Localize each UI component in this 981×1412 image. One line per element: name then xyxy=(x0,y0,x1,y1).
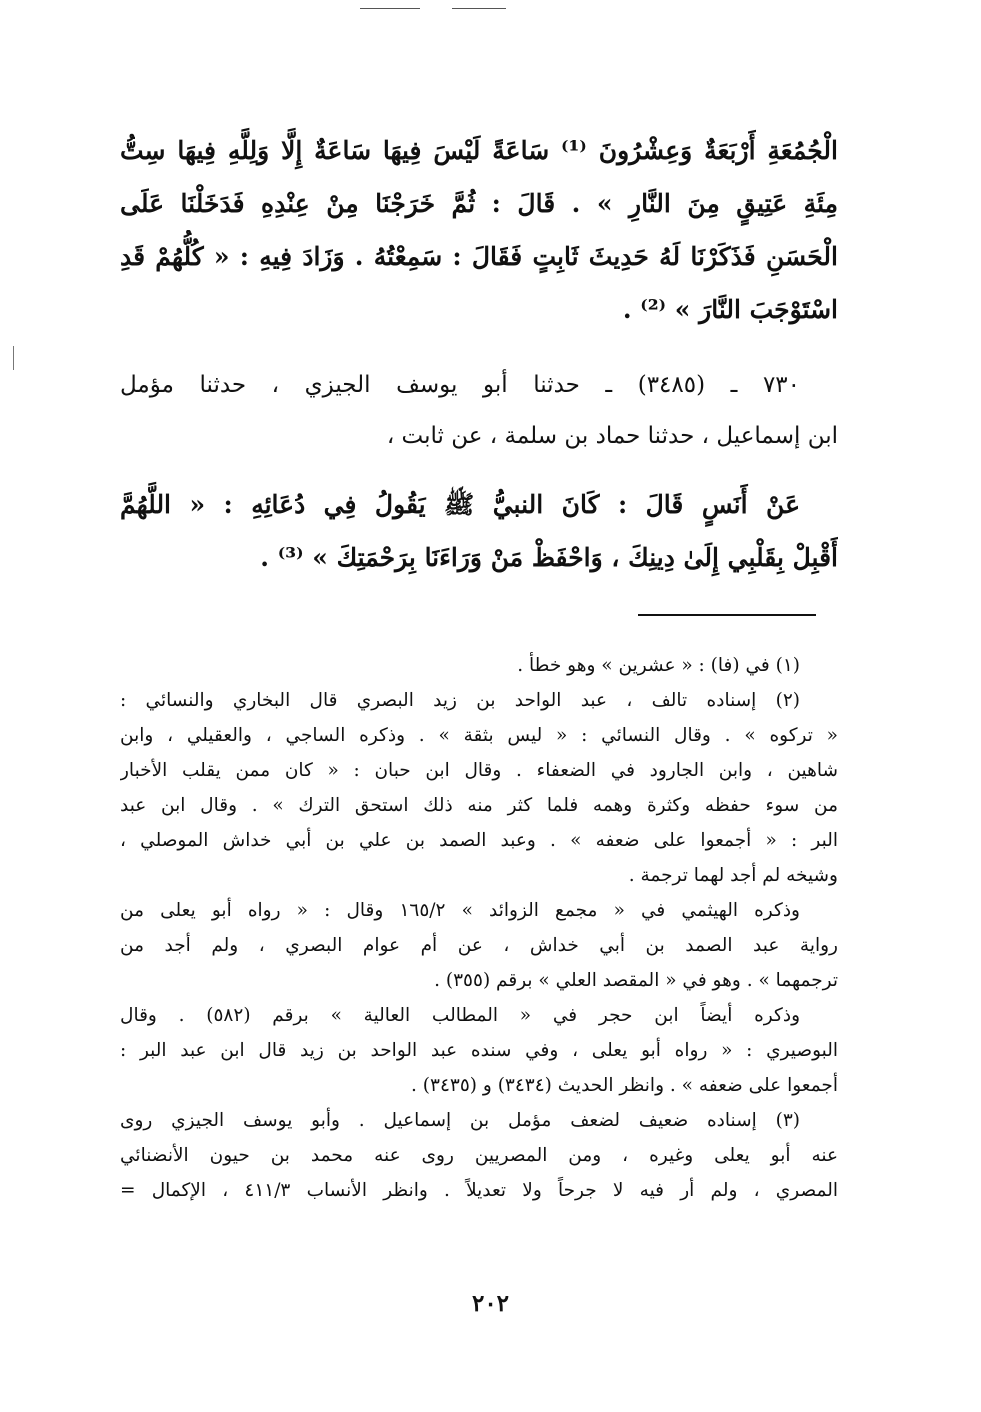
hadith-729-matn xyxy=(120,124,838,336)
footnotes xyxy=(120,648,838,1208)
matn-line: الْحَسَنِ فَذَكَرْنَا لَهُ حَدِيثَ ثَابِتٍ فَقَالَ : سَمِعْتُهُ . وَزَادَ فِيهِ : « كُلُّهُمْ قَدِ xyxy=(120,242,838,271)
footnote-line: وذكره أيضاً ابن حجر في « المطالب العالية » برقم (٥٨٢) . وقال xyxy=(120,1005,800,1026)
header-rule-left xyxy=(360,8,420,9)
footnote-line: البر : « أجمعوا على ضعفه » . وعبد الصمد بن علي بن أبي خداش الموصلي ، xyxy=(120,830,838,851)
footnote-3 xyxy=(120,1103,838,1208)
footnote-line: « تركوه » . وقال النسائي : « ليس بثقة » . وذكره الساجي ، والعقيلي ، وابن xyxy=(120,725,838,746)
footnote-line: ترجمهما » . وهو في « المقصد العلي » برقم (٣٥٥) . xyxy=(434,970,838,991)
isnad-line: ٧٣٠ ـ (٣٤٨٥) ـ حدثنا أبو يوسف الجيزي ، حدثنا مؤمل xyxy=(120,372,800,398)
matn-line: أَقْبِلْ بِقَلْبِي إِلَىٰ دِينِكَ ، وَاحْفَظْ مَنْ وَرَاءَنَا بِرَحْمَتِكَ » ⁽³⁾ . xyxy=(260,543,838,572)
footnote-line: عنه أبو يعلى وغيره ، ومن المصريين روى عنه محمد بن حيون الأنضنائي xyxy=(120,1145,838,1166)
footnote-line: وشيخه لم أجد لهما ترجمة . xyxy=(628,865,838,886)
matn-line: اسْتَوْجَبَ النَّارَ » ⁽²⁾ . xyxy=(622,295,838,324)
footnote-2-continued-haythami xyxy=(120,893,838,998)
footnote-line: (٣) إسناده ضعيف لضعف مؤمل بن إسماعيل . وأبو يوسف الجيزي روى xyxy=(120,1110,800,1131)
hadith-730-matn xyxy=(120,478,838,584)
footnote-line: (١) في (فا) : « عشرين » وهو خطأ . xyxy=(517,655,800,676)
footnote-line: من سوء حفظه وكثرة وهمه فلما كثر منه ذلك استحق الترك » . وقال ابن عبد xyxy=(120,795,838,816)
footnote-line: المصري ، ولم أر فيه لا جرحاً ولا تعديلاً . وانظر الأنساب ٤١١/٣ ، الإكمال = xyxy=(120,1180,838,1201)
matn-line: عَنْ أَنَسٍ قَالَ : كَانَ النبيُّ ﷺ يَقُولُ فِي دُعَائِهِ : « اللَّهُمَّ xyxy=(120,490,800,519)
isnad-line: ابن إسماعيل ، حدثنا حماد بن سلمة ، عن ثابت ، xyxy=(386,423,838,449)
footnote-1 xyxy=(120,648,838,683)
footnote-line: وذكره الهيثمي في « مجمع الزوائد » ١٦٥/٢ وقال : « رواه أبو يعلى من xyxy=(120,900,800,921)
footnote-line: (٢) إسناده تالف ، عبد الواحد بن زيد البصري قال البخاري والنسائي : xyxy=(120,690,800,711)
footnote-line: أجمعوا على ضعفه » . وانظر الحديث (٣٤٣٤) و (٣٤٣٥) . xyxy=(411,1075,838,1096)
matn-line: مِئَةِ عَتِيقٍ مِنَ النَّارِ » . قَالَ : ثُمَّ خَرَجْنَا مِنْ عِنْدِهِ فَدَخَلْنَا عَلَى xyxy=(120,189,838,218)
footnote-line: البوصيري : « رواه أبو يعلى ، وفي سنده عبد الواحد بن زيد قال ابن عبد البر : xyxy=(120,1040,838,1061)
footnote-separator xyxy=(638,614,816,616)
hadith-730-isnad xyxy=(120,360,838,462)
page-number: ٢٠٢ xyxy=(471,1290,510,1317)
footnote-line: رواية عبد الصمد بن أبي خداش ، عن أم عوام البصري ، ولم أجد من xyxy=(120,935,838,956)
header-rule-right xyxy=(452,8,506,9)
margin-mark xyxy=(13,346,14,370)
footnote-line: شاهين ، وابن الجارود في الضعفاء . وقال ابن حبان : « كان ممن يقلب الأخبار xyxy=(120,760,838,781)
footnote-2 xyxy=(120,683,838,893)
footnote-2-continued-ibn-hajar xyxy=(120,998,838,1103)
matn-line: الْجُمُعَةِ أَرْبَعَةٌ وَعِشْرُونَ ⁽¹⁾ سَاعَةً لَيْسَ فِيهَا سَاعَةٌ إِلَّا وَلِلَّهِ فِيهَا سِتُّ xyxy=(120,136,838,165)
